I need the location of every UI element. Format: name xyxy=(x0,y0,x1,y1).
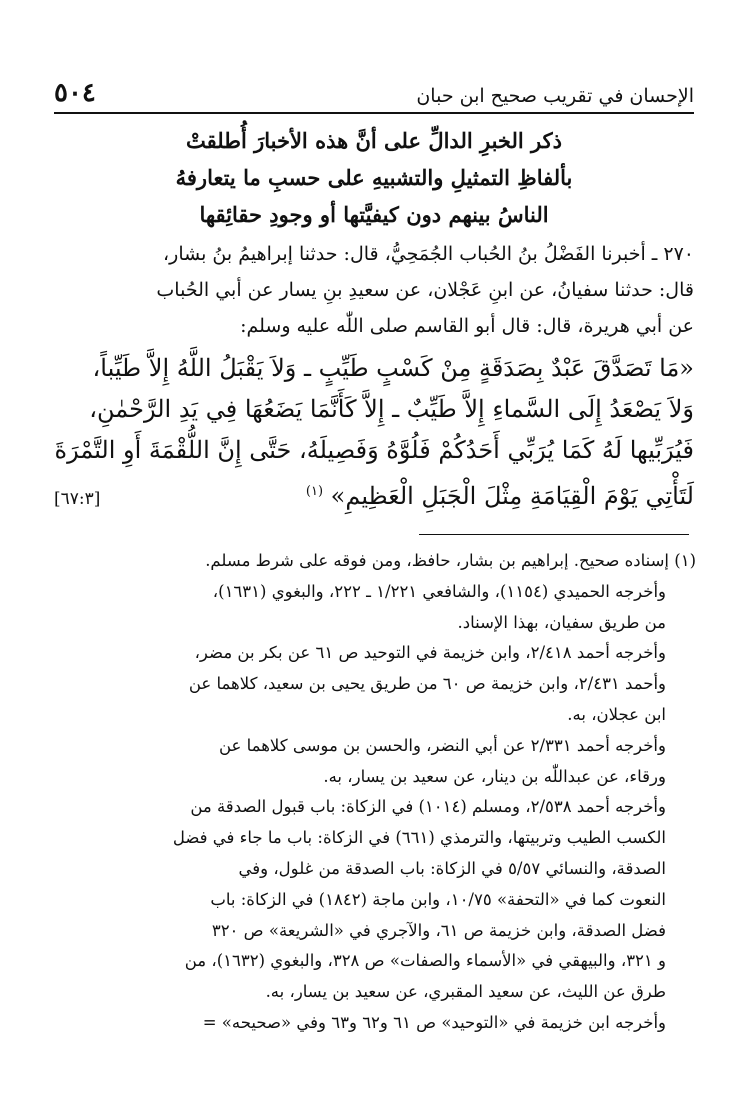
running-title: الإحسان في تقريب صحيح ابن حبان xyxy=(416,85,694,107)
chapter-heading-line: بألفاظِ التمثيلِ والتشبيهِ على حسبِ ما يتعارفهُ xyxy=(175,165,573,190)
footnote-line: فضل الصدقة، وابن خزيمة ص ٦١، والآجري في «الشريعة» ص ٣٢٠ xyxy=(211,920,666,940)
chapter-heading-line: الناسُ بينهم دون كيفيَّتها أو وجودِ حقائِقها xyxy=(199,202,549,227)
matn-line: وَلاَ يَصْعَدُ إِلَى السَّماءِ إِلاَّ طَيِّبٌ ـ إِلاَّ كَأَنَّمَا يَضَعُهَا فِي يَدِ الرَّحْمٰنِ، xyxy=(89,395,694,423)
isnad-line: قال: حدثنا سفيانُ، عن ابنِ عَجْلان، عن سعيدِ بنِ يسار عن أبي الحُباب xyxy=(156,279,694,301)
matn-last-line xyxy=(54,471,694,520)
isnad-line: ٢٧٠ ـ أخبرنا الفَضْلُ بنُ الحُباب الجُمَحِيُّ، قال: حدثنا إبراهيمُ بنُ بشار، xyxy=(163,243,694,265)
footnote-line: و ٣٢١، والبيهقي في «الأسماء والصفات» ص ٣٢٨، والبغوي (١٦٣٢)، من xyxy=(184,951,666,971)
page-header xyxy=(54,72,694,114)
footnote-line: ابن عجلان، به. xyxy=(567,704,666,724)
footnotes xyxy=(52,546,696,1039)
chapter-heading-line: ذكر الخبرِ الدالِّ على أنَّ هذه الأخبارَ أُطلقتْ xyxy=(186,128,562,153)
footnote-line: وأخرجه أحمد ٢/٥٣٨، ومسلم (١٠١٤) في الزكاة: باب قبول الصدقة من xyxy=(190,797,666,817)
footnote-line: النعوت كما في «التحفة» ١٠/٧٥، وابن ماجة (١٨٤٢) في الزكاة: باب xyxy=(210,889,666,909)
footnote-line: الصدقة، والنسائي ٥/٥٧ في الزكاة: باب الصدقة من غلول، وفي xyxy=(238,858,666,878)
footnote-line: وأخرجه أحمد ٢/٤١٨، وابن خزيمة في التوحيد ص ٦١ عن بكر بن مضر، xyxy=(194,643,666,663)
footnote-line: وأخرجه الحميدي (١١٥٤)، والشافعي ١/٢٢١ ـ ٢٢٢، والبغوي (١٦٣١)، xyxy=(212,581,666,601)
footnote-line: من طريق سفيان، بهذا الإسناد. xyxy=(457,612,666,632)
volume-reference: [٦٧:٣] xyxy=(54,489,101,509)
matn-line: «مَا تَصَدَّقَ عَبْدٌ بِصَدَقَةٍ مِنْ كَسْبٍ طَيِّبٍ ـ وَلاَ يَقْبَلُ اللَّهُ إِلاَّ طَيِّباً، xyxy=(92,354,694,382)
page-number: ٥٠٤ xyxy=(54,78,96,108)
footnote-line: ورقاء، عن عبداللّٰه بن دينار، عن سعيد بن يسار، به. xyxy=(323,766,666,786)
footnote-separator xyxy=(419,534,689,535)
footnote-line: وأخرجه ابن خزيمة في «التوحيد» ص ٦١ و٦٢ و٦٣ وفي «صحيحه» = xyxy=(202,1012,666,1032)
footnote-line: (١) إسناده صحيح. إبراهيم بن بشار، حافظ، ومن فوقه على شرط مسلم. xyxy=(205,551,696,570)
matn-line: فَيُرَبِّيها لَهُ كَمَا يُرَبِّي أَحَدُكُمْ فَلُوَّهُ وَفَصِيلَهُ، حَتَّى إِنَّ اللُّقْمَةَ أَوِ التَّمْرَةَ xyxy=(54,436,694,464)
hadith-isnad xyxy=(54,236,694,344)
footnote-marker: (١) xyxy=(305,484,324,499)
footnote-line: الكسب الطيب وتربيتها، والترمذي (٦٦١) في الزكاة: باب ما جاء في فضل xyxy=(172,828,666,848)
isnad-line: عن أبي هريرة، قال: قال أبو القاسم صلى اللّٰه عليه وسلم: xyxy=(240,315,694,337)
footnote-line: وأخرجه أحمد ٢/٣٣١ عن أبي النضر، والحسن بن موسى كلاهما عن xyxy=(218,735,666,755)
matn-line: لَتَأْتِي يَوْمَ الْقِيَامَةِ مِثْلَ الْجَبَلِ الْعَظِيمِ» xyxy=(330,482,694,510)
footnote-line: طرق عن الليث، عن سعيد المقبري، عن سعيد بن يسار، به. xyxy=(265,982,666,1002)
hadith-matn xyxy=(54,348,694,520)
footnote-line: وأحمد ٢/٤٣١، وابن خزيمة ص ٦٠ من طريق يحيى بن سعيد، كلاهما عن xyxy=(188,674,666,694)
chapter-heading xyxy=(54,122,694,233)
hadith-text xyxy=(54,236,694,520)
